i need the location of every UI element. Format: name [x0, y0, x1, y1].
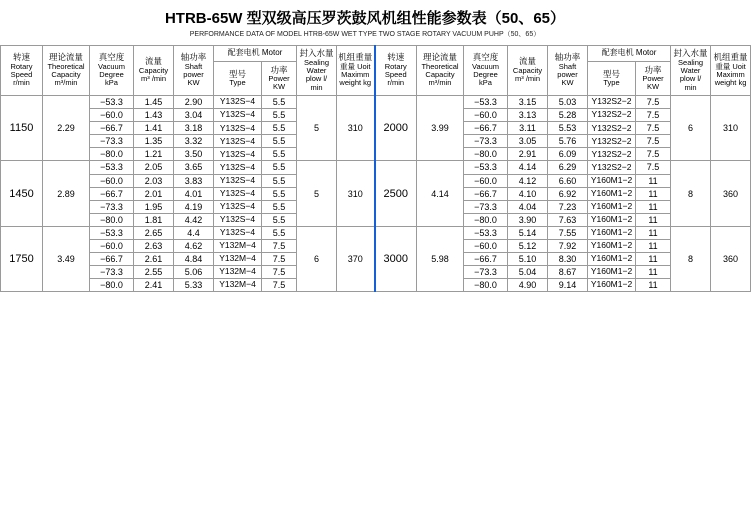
header-speed-en2-2: Speed — [384, 70, 407, 80]
header-speed-en1-2: Rotary — [384, 61, 407, 71]
left-vacuum-value: −53.3 — [90, 96, 134, 109]
header-motor-type-cn-2: 型号 — [603, 68, 621, 79]
header-sealing-en3: plow l/ — [305, 74, 328, 84]
right-shaft-value: 6.60 — [548, 174, 588, 187]
right-flow-value: 3.11 — [508, 122, 548, 135]
header-speed-en1: Rotary — [10, 61, 33, 71]
right-shaft-value: 7.23 — [548, 200, 588, 213]
right-sealing-value: 8 — [671, 226, 711, 291]
left-shaft-value: 3.04 — [174, 109, 214, 122]
right-motor-power-value: 7.5 — [636, 122, 671, 135]
left-flow-value: 1.35 — [134, 135, 174, 148]
performance-table — [0, 45, 751, 292]
left-motor-type-value: Y132M−4 — [214, 253, 262, 266]
left-speed-value: 1450 — [1, 161, 43, 226]
right-theoretical-value: 5.98 — [417, 226, 464, 291]
right-motor-power-value: 11 — [636, 279, 671, 292]
left-flow-value: 1.45 — [134, 96, 174, 109]
header-weight-en2: Maximm — [341, 70, 370, 80]
header-sealing-en2: Water — [306, 65, 327, 75]
left-motor-power-value: 5.5 — [262, 96, 297, 109]
left-motor-type-value: Y132S−4 — [214, 122, 262, 135]
left-weight-value: 310 — [337, 96, 375, 161]
right-flow-value: 5.12 — [508, 239, 548, 252]
header-speed-en2: Speed — [10, 70, 33, 80]
left-shaft-value: 3.65 — [174, 161, 214, 174]
header-weight-left — [337, 46, 375, 96]
header-sealing-en2-2: Water — [680, 65, 701, 75]
left-shaft-value: 3.32 — [174, 135, 214, 148]
header-sealing-en1: Sealing — [304, 57, 330, 67]
header-motor-power-en2: KW — [272, 82, 286, 92]
left-vacuum-value: −73.3 — [90, 200, 134, 213]
left-vacuum-value: −60.0 — [90, 239, 134, 252]
right-speed-value: 3000 — [375, 226, 417, 291]
right-vacuum-value: −60.0 — [464, 174, 508, 187]
right-motor-type-value: Y132S2−2 — [588, 109, 636, 122]
left-sealing-value: 5 — [297, 161, 337, 226]
left-shaft-value: 5.06 — [174, 266, 214, 279]
left-motor-power-value: 5.5 — [262, 135, 297, 148]
header-motor-power-left — [262, 62, 297, 96]
header-shaft-left — [174, 46, 214, 96]
left-shaft-value: 4.62 — [174, 239, 214, 252]
left-flow-value: 2.01 — [134, 187, 174, 200]
right-vacuum-value: −60.0 — [464, 109, 508, 122]
left-theoretical-value: 2.29 — [43, 96, 90, 161]
right-theoretical-value: 3.99 — [417, 96, 464, 161]
right-weight-value: 310 — [711, 96, 751, 161]
header-weight-right — [711, 46, 751, 96]
header-flow-en1-2: Capacity — [512, 65, 543, 75]
left-flow-value: 2.63 — [134, 239, 174, 252]
table-row — [1, 96, 751, 109]
header-vacuum-cn-2: 真空度 — [472, 52, 499, 63]
header-shaft-en1-2: Shaft — [558, 61, 577, 71]
right-shaft-value: 5.28 — [548, 109, 588, 122]
header-motor-power-right — [636, 62, 671, 96]
left-motor-type-value: Y132M−4 — [214, 279, 262, 292]
right-flow-value: 3.90 — [508, 213, 548, 226]
left-weight-value: 310 — [337, 161, 375, 226]
left-motor-power-value: 5.5 — [262, 187, 297, 200]
right-motor-type-value: Y160M1−2 — [588, 253, 636, 266]
right-flow-value: 3.13 — [508, 109, 548, 122]
header-vacuum-right — [464, 46, 508, 96]
header-shaft-en1: Shaft — [184, 61, 203, 71]
header-motor-type-cn: 型号 — [228, 68, 246, 79]
header-motor-type-en-2: Type — [603, 78, 620, 88]
left-flow-value: 1.95 — [134, 200, 174, 213]
right-sealing-value: 6 — [671, 96, 711, 161]
left-motor-type-value: Y132S−4 — [214, 161, 262, 174]
left-vacuum-value: −80.0 — [90, 213, 134, 226]
left-vacuum-value: −60.0 — [90, 174, 134, 187]
right-shaft-value: 9.14 — [548, 279, 588, 292]
right-vacuum-value: −80.0 — [464, 279, 508, 292]
right-shaft-value: 8.30 — [548, 253, 588, 266]
right-vacuum-value: −73.3 — [464, 200, 508, 213]
right-shaft-value: 6.29 — [548, 161, 588, 174]
header-flow-en2-2: m³ /min — [515, 74, 541, 84]
right-flow-value: 3.05 — [508, 135, 548, 148]
right-motor-power-value: 7.5 — [636, 161, 671, 174]
right-motor-power-value: 11 — [636, 174, 671, 187]
left-vacuum-value: −80.0 — [90, 279, 134, 292]
header-speed-right — [375, 46, 417, 96]
left-shaft-value: 4.84 — [174, 253, 214, 266]
right-vacuum-value: −53.3 — [464, 161, 508, 174]
header-speed-cn-2: 转速 — [387, 52, 405, 63]
left-vacuum-value: −73.3 — [90, 135, 134, 148]
right-motor-type-value: Y132S2−2 — [588, 96, 636, 109]
header-sealing-en3-2: plow l/ — [679, 74, 702, 84]
page-subtitle: PERFORMANCE DATA OF MODEL HTRB-65W WET TYPE TWO STAGE ROTARY VACUUM PUHP（50、65） — [189, 31, 541, 38]
header-theoretical-cn-2: 理论流量 — [423, 52, 458, 63]
table-body — [1, 96, 751, 292]
left-flow-value: 2.41 — [134, 279, 174, 292]
left-vacuum-value: −53.3 — [90, 226, 134, 239]
header-shaft-en2-2: power — [557, 70, 578, 80]
left-motor-power-value: 5.5 — [262, 200, 297, 213]
left-sealing-value: 5 — [297, 96, 337, 161]
right-flow-value: 2.91 — [508, 148, 548, 161]
left-motor-type-value: Y132M−4 — [214, 239, 262, 252]
left-flow-value: 1.43 — [134, 109, 174, 122]
right-shaft-value: 8.67 — [548, 266, 588, 279]
right-motor-type-value: Y160M1−2 — [588, 226, 636, 239]
right-motor-type-value: Y132S2−2 — [588, 161, 636, 174]
left-motor-power-value: 5.5 — [262, 109, 297, 122]
right-flow-value: 4.10 — [508, 187, 548, 200]
header-flow-cn: 流量 — [144, 56, 162, 67]
right-flow-value: 4.90 — [508, 279, 548, 292]
right-shaft-value: 6.92 — [548, 187, 588, 200]
right-speed-value: 2000 — [375, 96, 417, 161]
right-flow-value: 4.04 — [508, 200, 548, 213]
right-speed-value: 2500 — [375, 161, 417, 226]
header-shaft-en3-2: KW — [561, 78, 574, 88]
header-theoretical-en1: Theoretical — [47, 61, 85, 71]
header-weight-en1-2: 重量 Uoit — [715, 61, 746, 71]
right-vacuum-value: −53.3 — [464, 96, 508, 109]
header-theoretical-cn: 理论流量 — [48, 52, 83, 63]
right-motor-power-value: 11 — [636, 266, 671, 279]
right-sealing-value: 8 — [671, 161, 711, 226]
left-motor-power-value: 5.5 — [262, 148, 297, 161]
right-vacuum-value: −73.3 — [464, 266, 508, 279]
left-shaft-value: 4.01 — [174, 187, 214, 200]
right-motor-power-value: 7.5 — [636, 135, 671, 148]
left-vacuum-value: −80.0 — [90, 148, 134, 161]
header-theoretical-en3: m³/min — [54, 78, 78, 88]
left-speed-value: 1750 — [1, 226, 43, 291]
left-weight-value: 370 — [337, 226, 375, 291]
right-vacuum-value: −73.3 — [464, 135, 508, 148]
left-motor-type-value: Y132S−4 — [214, 135, 262, 148]
right-flow-value: 4.14 — [508, 161, 548, 174]
header-speed-en3-2: r/min — [387, 78, 405, 88]
header-flow-left — [134, 46, 174, 96]
header-shaft-right — [548, 46, 588, 96]
right-flow-value: 5.10 — [508, 253, 548, 266]
header-motor-power-en1: Power — [268, 74, 290, 84]
header-motor-type-en: Type — [229, 78, 246, 88]
left-motor-power-value: 7.5 — [262, 239, 297, 252]
right-motor-type-value: Y160M1−2 — [588, 187, 636, 200]
header-vacuum-left — [90, 46, 134, 96]
left-motor-type-value: Y132S−4 — [214, 200, 262, 213]
header-flow-en1: Capacity — [138, 65, 169, 75]
left-vacuum-value: −66.7 — [90, 253, 134, 266]
header-sealing-cn-2: 封入水量 — [673, 48, 708, 58]
left-motor-type-value: Y132M−4 — [214, 266, 262, 279]
left-motor-power-value: 7.5 — [262, 253, 297, 266]
table-header — [1, 46, 751, 96]
left-flow-value: 2.61 — [134, 253, 174, 266]
right-motor-power-value: 11 — [636, 239, 671, 252]
header-speed-en3: r/min — [13, 78, 30, 88]
right-motor-type-value: Y160M1−2 — [588, 239, 636, 252]
left-motor-power-value: 5.5 — [262, 226, 297, 239]
right-flow-value: 4.12 — [508, 174, 548, 187]
left-shaft-value: 4.4 — [174, 226, 214, 239]
left-flow-value: 1.81 — [134, 213, 174, 226]
right-motor-power-value: 11 — [636, 226, 671, 239]
left-shaft-value: 3.83 — [174, 174, 214, 187]
left-motor-power-value: 5.5 — [262, 213, 297, 226]
header-weight-en2-2: Maximm — [716, 70, 745, 80]
header-sealing-cn: 封入水量 — [299, 48, 334, 58]
left-flow-value: 2.03 — [134, 174, 174, 187]
header-theoretical-en2-2: Capacity — [425, 70, 455, 80]
header-speed-left — [1, 46, 43, 96]
right-shaft-value: 5.76 — [548, 135, 588, 148]
left-motor-type-value: Y132S−4 — [214, 187, 262, 200]
right-vacuum-value: −66.7 — [464, 187, 508, 200]
header-weight-cn-2: 机组重量 — [713, 52, 748, 63]
header-sealing-en4: min — [310, 82, 323, 92]
right-vacuum-value: −66.7 — [464, 122, 508, 135]
right-shaft-value: 5.53 — [548, 122, 588, 135]
page-title: HTRB-65W 型双级高压罗茨鼓风机组性能参数表（50、65） — [164, 10, 566, 27]
right-shaft-value: 7.55 — [548, 226, 588, 239]
header-motor-type-right — [588, 62, 636, 96]
left-shaft-value: 2.90 — [174, 96, 214, 109]
header-flow-en2: m³ /min — [141, 74, 166, 84]
left-vacuum-value: −66.7 — [90, 187, 134, 200]
right-theoretical-value: 4.14 — [417, 161, 464, 226]
header-sealing-en4-2: min — [684, 82, 697, 92]
header-sealing-left — [297, 46, 337, 96]
left-speed-value: 1150 — [1, 96, 43, 161]
header-motor-type-left — [214, 62, 262, 96]
header-flow-right — [508, 46, 548, 96]
header-shaft-en3: KW — [187, 78, 200, 88]
header-theoretical-en3-2: m³/min — [428, 78, 452, 88]
left-motor-power-value: 5.5 — [262, 161, 297, 174]
header-motor-power-en2-2: KW — [646, 82, 660, 92]
header-weight-en3-2: weight kg — [714, 78, 747, 88]
left-motor-type-value: Y132S−4 — [214, 96, 262, 109]
left-shaft-value: 5.33 — [174, 279, 214, 292]
right-motor-power-value: 7.5 — [636, 96, 671, 109]
right-vacuum-value: −80.0 — [464, 213, 508, 226]
left-flow-value: 2.65 — [134, 226, 174, 239]
header-weight-en1: 重量 Uoit — [340, 61, 371, 71]
left-flow-value: 2.55 — [134, 266, 174, 279]
header-theoretical-left — [43, 46, 90, 96]
header-vacuum-en2: Degree — [99, 70, 124, 80]
table-row — [1, 161, 751, 174]
right-shaft-value: 7.92 — [548, 239, 588, 252]
header-vacuum-cn: 真空度 — [98, 52, 125, 63]
header-shaft-cn: 轴功率 — [180, 52, 207, 63]
header-weight-en3: weight kg — [339, 78, 372, 88]
header-motor-power-cn: 功率 — [270, 64, 288, 75]
left-vacuum-value: −53.3 — [90, 161, 134, 174]
right-motor-type-value: Y160M1−2 — [588, 174, 636, 187]
header-sealing-right — [671, 46, 711, 96]
right-motor-type-value: Y160M1−2 — [588, 200, 636, 213]
right-motor-power-value: 11 — [636, 213, 671, 226]
left-flow-value: 1.41 — [134, 122, 174, 135]
right-flow-value: 3.15 — [508, 96, 548, 109]
header-speed-cn: 转速 — [12, 52, 30, 63]
right-motor-power-value: 7.5 — [636, 109, 671, 122]
left-theoretical-value: 2.89 — [43, 161, 90, 226]
left-motor-type-value: Y132S−4 — [214, 226, 262, 239]
right-shaft-value: 6.09 — [548, 148, 588, 161]
right-shaft-value: 5.03 — [548, 96, 588, 109]
left-flow-value: 1.21 — [134, 148, 174, 161]
right-vacuum-value: −80.0 — [464, 148, 508, 161]
right-shaft-value: 7.63 — [548, 213, 588, 226]
right-flow-value: 5.14 — [508, 226, 548, 239]
left-vacuum-value: −60.0 — [90, 109, 134, 122]
right-motor-type-value: Y160M1−2 — [588, 213, 636, 226]
left-motor-type-value: Y132S−4 — [214, 148, 262, 161]
right-flow-value: 5.04 — [508, 266, 548, 279]
header-motor-right: 配套电机 Motor — [588, 46, 671, 62]
left-shaft-value: 4.42 — [174, 213, 214, 226]
header-flow-cn-2: 流量 — [519, 56, 537, 67]
header-shaft-en2: power — [183, 70, 204, 80]
table-row — [1, 226, 751, 239]
left-motor-power-value: 7.5 — [262, 279, 297, 292]
header-shaft-cn-2: 轴功率 — [554, 52, 581, 63]
header-theoretical-en2: Capacity — [51, 70, 81, 80]
header-motor-left: 配套电机 Motor — [214, 46, 297, 62]
header-vacuum-en3: kPa — [105, 78, 118, 88]
header-motor-power-cn-2: 功率 — [644, 64, 662, 75]
header-vacuum-en1-2: Vacuum — [472, 61, 499, 71]
left-shaft-value: 4.19 — [174, 200, 214, 213]
left-shaft-value: 3.50 — [174, 148, 214, 161]
right-motor-type-value: Y132S2−2 — [588, 148, 636, 161]
header-vacuum-en2-2: Degree — [473, 70, 498, 80]
header-motor-power-en1-2: Power — [642, 74, 664, 84]
right-motor-power-value: 11 — [636, 200, 671, 213]
header-sealing-en1-2: Sealing — [678, 57, 704, 67]
left-motor-power-value: 5.5 — [262, 122, 297, 135]
right-motor-power-value: 11 — [636, 187, 671, 200]
right-weight-value: 360 — [711, 226, 751, 291]
right-motor-power-value: 11 — [636, 253, 671, 266]
header-theoretical-right — [417, 46, 464, 96]
right-motor-type-value: Y160M1−2 — [588, 279, 636, 292]
left-vacuum-value: −73.3 — [90, 266, 134, 279]
left-motor-power-value: 5.5 — [262, 174, 297, 187]
left-sealing-value: 6 — [297, 226, 337, 291]
left-vacuum-value: −66.7 — [90, 122, 134, 135]
left-motor-power-value: 7.5 — [262, 266, 297, 279]
right-motor-type-value: Y132S2−2 — [588, 135, 636, 148]
left-shaft-value: 3.18 — [174, 122, 214, 135]
header-vacuum-en1: Vacuum — [98, 61, 125, 71]
header-vacuum-en3-2: kPa — [479, 78, 492, 88]
header-theoretical-en1-2: Theoretical — [421, 61, 459, 71]
right-motor-power-value: 7.5 — [636, 148, 671, 161]
right-motor-type-value: Y160M1−2 — [588, 266, 636, 279]
header-weight-cn: 机组重量 — [338, 52, 373, 63]
right-vacuum-value: −60.0 — [464, 239, 508, 252]
left-motor-type-value: Y132S−4 — [214, 174, 262, 187]
right-weight-value: 360 — [711, 161, 751, 226]
right-vacuum-value: −66.7 — [464, 253, 508, 266]
left-theoretical-value: 3.49 — [43, 226, 90, 291]
right-vacuum-value: −53.3 — [464, 226, 508, 239]
left-motor-type-value: Y132S−4 — [214, 109, 262, 122]
left-motor-type-value: Y132S−4 — [214, 213, 262, 226]
left-flow-value: 2.05 — [134, 161, 174, 174]
right-motor-type-value: Y132S2−2 — [588, 122, 636, 135]
